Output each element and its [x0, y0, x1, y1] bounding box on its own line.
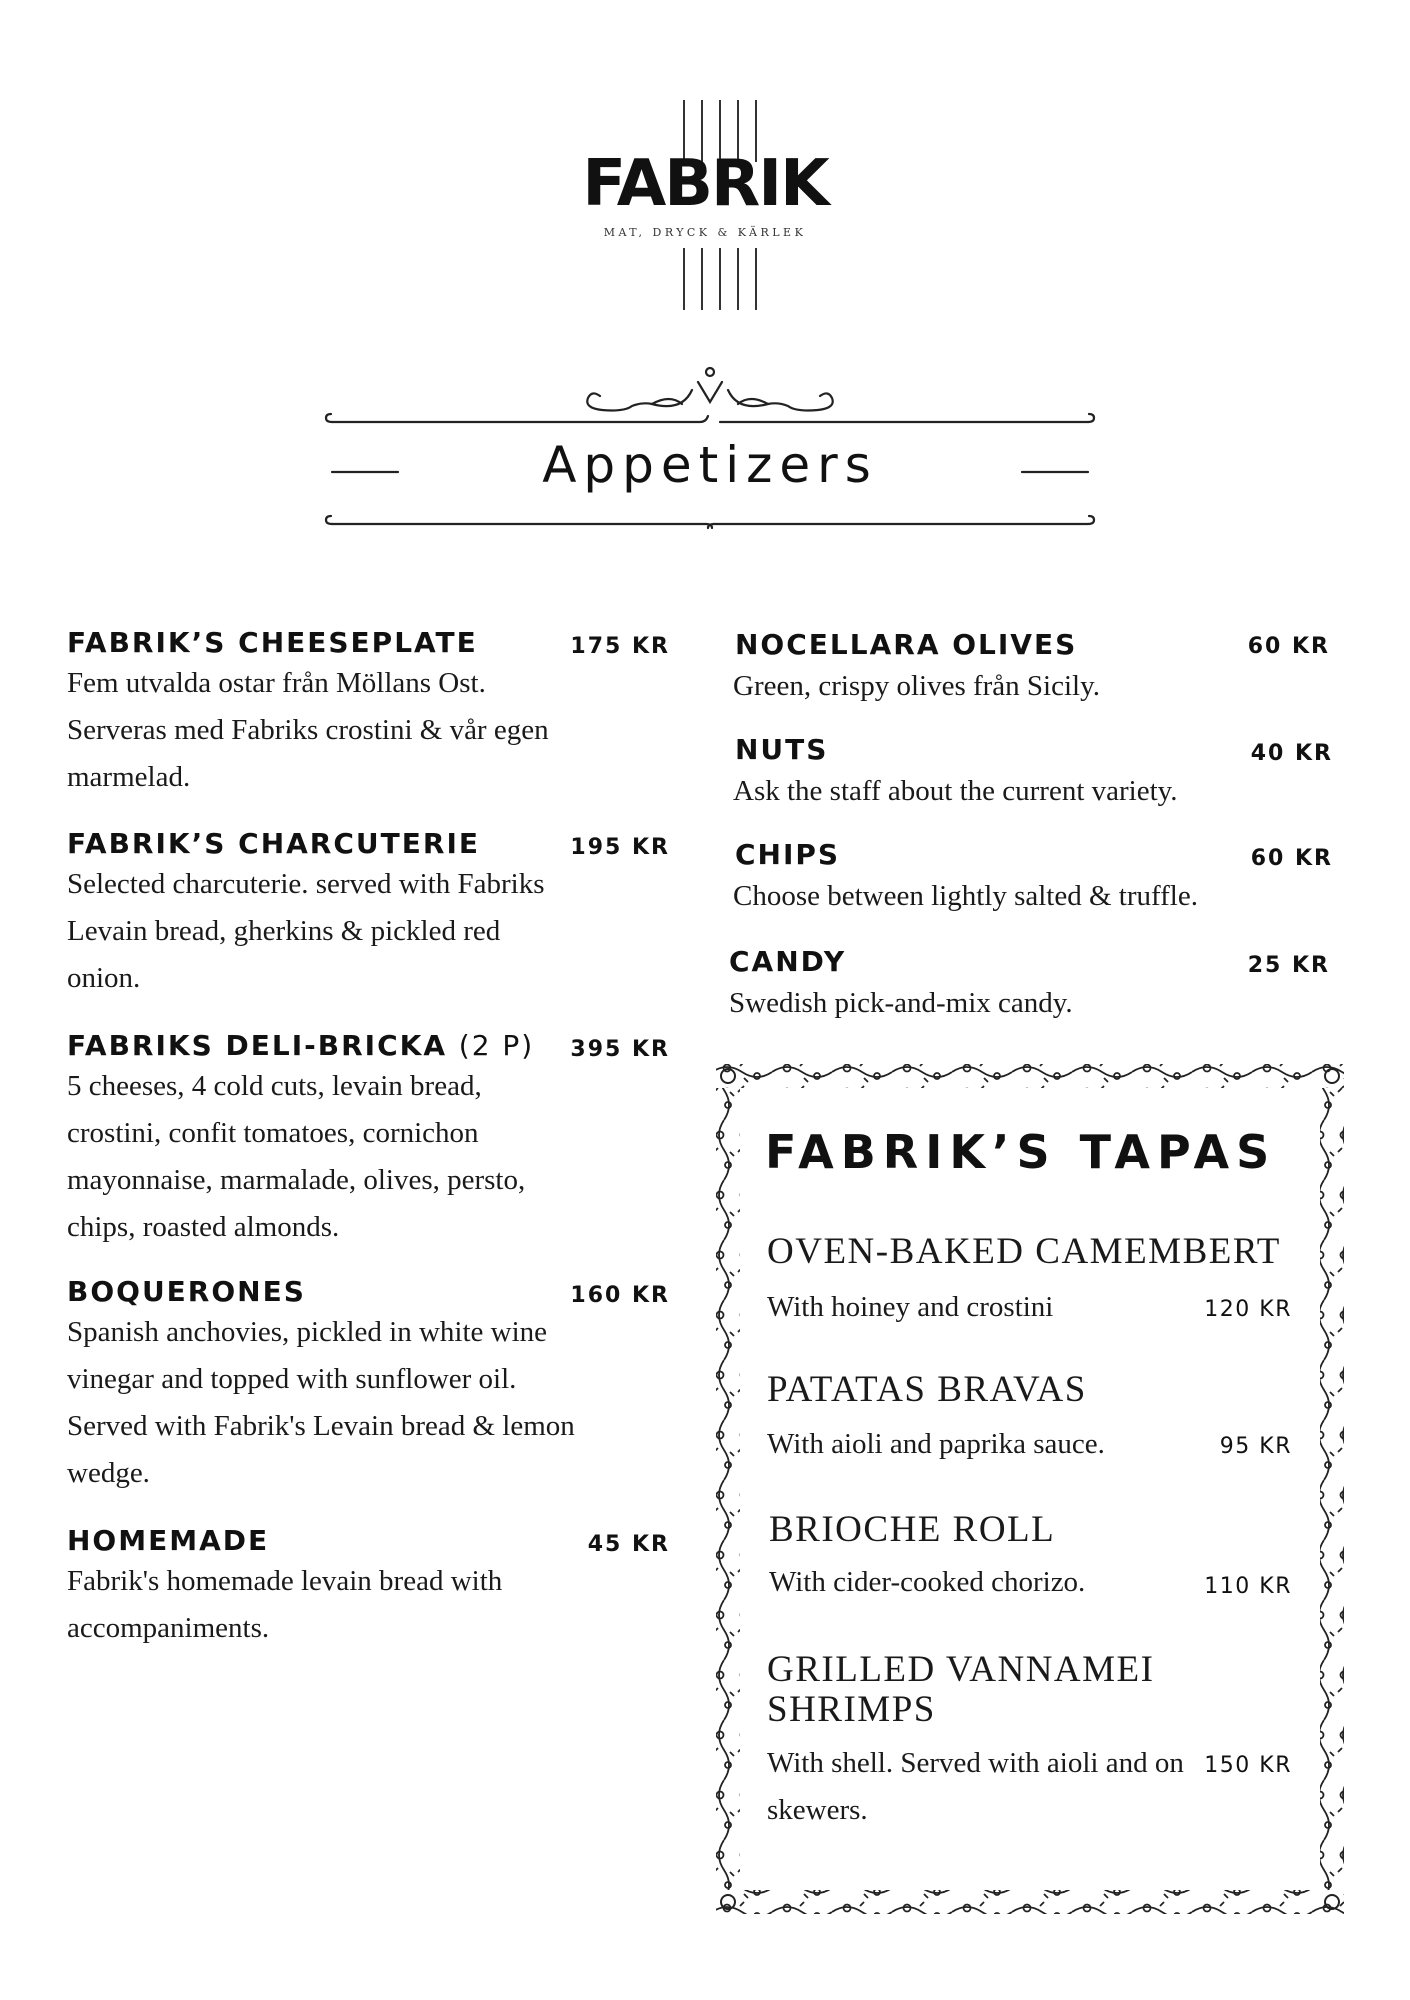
- item-price: 40 KR: [1250, 741, 1333, 766]
- tapas-item-name: BRIOCHE ROLL: [769, 1509, 1056, 1550]
- item-name: CHIPS: [735, 838, 841, 871]
- tapas-item-description: With hoiney and crostini: [767, 1291, 1054, 1323]
- tapas-item-name: GRILLED VANNAMEI SHRIMPS: [767, 1649, 1155, 1730]
- tapas-item-description: With shell. Served with aioli and on skewers.: [767, 1747, 1184, 1826]
- item-price: 395 KR: [570, 1037, 670, 1062]
- logo-lines-bottom: [683, 248, 763, 310]
- item-price: 25 KR: [1247, 953, 1330, 978]
- item-description: Selected charcuterie. served with Fabriks Levain bread, gherkins & pickled red onion.: [67, 868, 545, 994]
- tapas-title: FABRIK’S TAPAS: [765, 1125, 1277, 1179]
- tapas-item-description: With aioli and paprika sauce.: [767, 1428, 1105, 1460]
- item-price: 60 KR: [1250, 846, 1333, 871]
- item-price: 160 KR: [570, 1283, 670, 1308]
- tapas-item-price: 95 KR: [1219, 1434, 1292, 1459]
- section-title: Appetizers: [542, 436, 878, 494]
- item-name: BOQUERONES: [67, 1275, 306, 1308]
- item-description: Choose between lightly salted & truffle.: [733, 880, 1198, 912]
- tapas-item-description: With cider-cooked chorizo.: [769, 1566, 1086, 1598]
- item-description: Ask the staff about the current variety.: [733, 775, 1178, 807]
- item-description: 5 cheeses, 4 cold cuts, levain bread, crostini, confit tomatoes, cornichon mayonnaise, marmalade, olives, persto, chips, roasted almonds.: [67, 1070, 526, 1243]
- item-name: FABRIK’S CHEESEPLATE: [67, 626, 478, 659]
- item-description: Swedish pick-and-mix candy.: [729, 987, 1073, 1019]
- item-price: 175 KR: [570, 634, 670, 659]
- item-name: CANDY: [729, 945, 847, 978]
- item-description: Fabrik's homemade levain bread with accompaniments.: [67, 1565, 503, 1644]
- item-price: 45 KR: [587, 1532, 670, 1557]
- item-description: Green, crispy olives från Sicily.: [733, 670, 1100, 702]
- item-name: NOCELLARA OLIVES: [735, 628, 1078, 661]
- tapas-item-price: 150 KR: [1204, 1753, 1292, 1778]
- item-price: 195 KR: [570, 835, 670, 860]
- item-name-main: FABRIKS DELI-BRICKA: [67, 1029, 448, 1062]
- item-description: Spanish anchovies, pickled in white wine vinegar and topped with sunflower oil. Served with Fabrik's Levain bread & lemon wedge.: [67, 1316, 575, 1489]
- item-name: [67, 1029, 534, 1062]
- item-name: HOMEMADE: [67, 1524, 270, 1557]
- logo-tagline: MAT, DRYCK & KÄRLEK: [603, 226, 807, 239]
- tapas-item-price: 110 KR: [1204, 1574, 1292, 1599]
- tapas-item-name: OVEN-BAKED CAMEMBERT: [767, 1231, 1281, 1272]
- item-name: FABRIK’S CHARCUTERIE: [67, 827, 480, 860]
- item-description: Fem utvalda ostar från Möllans Ost. Serveras med Fabriks crostini & vår egen marmelad.: [67, 667, 549, 793]
- item-name: NUTS: [735, 733, 829, 766]
- item-price: 60 KR: [1247, 634, 1330, 659]
- item-name-suffix: (2 P): [458, 1029, 535, 1062]
- logo-wordmark: FABRIK: [582, 147, 828, 221]
- tapas-item-name: PATATAS BRAVAS: [767, 1369, 1087, 1410]
- tapas-item-price: 120 KR: [1204, 1297, 1292, 1322]
